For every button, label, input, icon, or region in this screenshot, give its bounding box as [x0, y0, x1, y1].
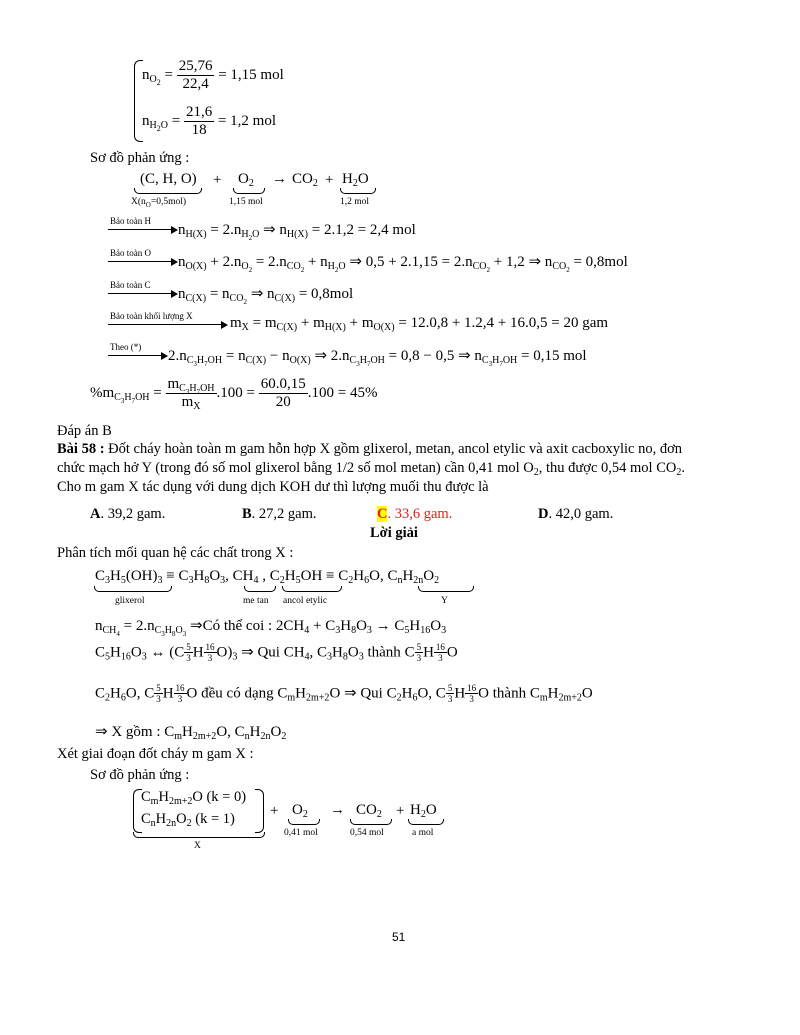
option-a: A. 39,2 gam. [90, 506, 166, 522]
h2o-formula-2: $H_2O$ [410, 802, 437, 820]
step-arrow [108, 261, 176, 262]
step-arrow [108, 229, 176, 230]
label-ancol: ancol etylic [283, 596, 328, 606]
underbrace [282, 586, 342, 592]
co2-formula-2: $CO_2$ [356, 802, 382, 820]
o2-formula: $O_2$ [238, 171, 254, 189]
o2-formula-2: $O_2$ [292, 802, 308, 820]
reactant-x: (C, H, O) [140, 171, 197, 187]
general-form-line: $C_2H_6O$, C $\frac{5}{3}$ H $\frac{16}{3}$ O đều có dạng $C_mH_{2m+2}O$ ⇒ Qui $C_2H_6O$, C $\frac{5}{3}$ H $\frac{16}{3}$ O thành $C_mH_{2m+2}O$ [95, 683, 593, 705]
step-o-equation: $n_{O(X)} + 2.n_{O_2} = 2.n_{CO_2} + n_{H_2O}$ ⇒ $0,5 + 2.1,15 = 2.n_{CO_2} + 1,2$ ⇒ $n_{CO_2} = 0,8mol$ [178, 254, 628, 274]
eq-n-o2: $n_{O_2}$ = $\frac{25,76}{22,4}$ = 1,15 mol [142, 58, 284, 93]
step-h-equation: $n_{H(X)} = 2.n_{H_2O}$ ⇒ $n_{H(X)} = 2.1,2 = 2,4$ mol [178, 222, 416, 242]
option-b: B. 27,2 gam. [242, 506, 317, 522]
label-x: X [194, 841, 201, 851]
relations-line: $C_3H_5(OH)_3 \equiv C_3H_8O_3$, $CH_4$ , $C_2H_5OH \equiv C_2H_6O$, $C_nH_{2n}O_2$ [95, 568, 440, 586]
step-arrow [108, 324, 226, 325]
step-theo-equation: $2.n_{C_3H_7OH} = n_{C(X)} - n_{O(X)}$ ⇒ $2.n_{C_3H_7OH} = 0,8 - 0,5$ ⇒ $n_{C_3H_7OH} = 0,15$ mol [168, 348, 587, 368]
plus-sign: + [213, 172, 222, 188]
percent-equation: $\%m_{C_3H_7OH}$ = $\frac{m_{C_3H_7OH}}{m_X}$ .100 = $\frac{60.0,15}{20}$ .100 = 45% [90, 376, 378, 413]
page-number: 51 [392, 930, 406, 944]
o2-amount: 1,15 mol [229, 197, 263, 207]
step-mass-equation: $m_X = m_{C(X)} + m_{H(X)} + m_{O(X)} = 12.0,8 + 1.2,4 + 16.0,5 = 20$ gam [230, 315, 609, 333]
x-component-1: $C_mH_{2m+2}O$ (k = 0) [141, 789, 247, 807]
underbrace [233, 188, 265, 194]
step-label-o: Bảo toàn O [110, 248, 151, 258]
underbrace [418, 586, 474, 592]
label-glixerol: glixerol [115, 596, 145, 606]
o2-amount-2: 0,41 mol [284, 828, 318, 838]
solution-title: Lời giải [370, 525, 418, 541]
step-label-h: Bảo toàn H [110, 216, 151, 226]
x-component-2: $C_nH_{2n}O_2$ (k = 1) [141, 811, 235, 829]
underbrace [288, 819, 320, 825]
so-do-label: Sơ đồ phản ứng : [90, 150, 190, 166]
plus-sign: + [396, 803, 405, 819]
underbrace [244, 586, 276, 592]
equivalence-line: $C_5H_{16}O_3$ ↔ (C $\frac{5}{3}$ H $\frac{16}{3}$ $O)_3$ ⇒ Qui $CH_4$, $C_3H_8O_3$ thành C $\frac{5}{3}$ H $\frac{16}{3}$ O [95, 642, 458, 664]
plus-sign: + [270, 803, 279, 819]
so-do-label-2: Sơ đồ phản ứng : [90, 767, 190, 783]
h2o-amount-2: a mol [412, 828, 434, 838]
problem-line-2: chức mạch hở Y (trong đó số mol glixerol bằng 1/2 số mol metan) cần 0,41 mol $O_2$, thu được 0,54 mol $CO_2$. [57, 460, 685, 478]
xet-title: Xét giai đoạn đốt cháy m gam X : [57, 746, 254, 762]
step-label-mass: Bảo toàn khối lượng X [110, 311, 193, 321]
arrow: → [330, 802, 345, 818]
underbrace [350, 819, 392, 825]
co2-amount-2: 0,54 mol [350, 828, 384, 838]
step-arrow [108, 293, 176, 294]
underbrace [134, 188, 202, 194]
answer-line: Đáp án B [57, 423, 112, 439]
analysis-title: Phân tích mối quan hệ các chất trong X : [57, 545, 294, 561]
h2o-amount: 1,2 mol [340, 197, 370, 207]
reactant-x-label: $X(n_O=0,5mol)$ [131, 197, 187, 209]
label-metan: me tan [243, 596, 269, 606]
plus-sign: + [325, 172, 334, 188]
underbrace [133, 832, 265, 838]
underbrace [408, 819, 444, 825]
step-label-c: Bảo toàn C [110, 280, 151, 290]
h2o-formula: $H_2O$ [342, 171, 369, 189]
eq-n-h2o: $n_{H_2O}$ = $\frac{21,6}{18}$ = 1,2 mol [142, 104, 276, 139]
step-c-equation: $n_{C(X)} = n_{CO_2}$ ⇒ $n_{C(X)} = 0,8mol$ [178, 286, 354, 306]
step-arrow [108, 355, 166, 356]
option-d: D. 42,0 gam. [538, 506, 614, 522]
problem-line-1: Bài 58 : Đốt cháy hoàn toàn m gam hỗn hợp X gồm glixerol, metan, ancol etylic và axit cacboxylic no, đơn [57, 441, 682, 457]
system-brace [255, 789, 264, 833]
ratio-line: $n_{CH_4} = 2.n_{C_3H_8O_3}$ ⇒Có thể coi : $2CH_4 + C_3H_8O_3 \to C_5H_{16}O_3$ [95, 618, 447, 638]
co2-formula: $CO_2$ [292, 171, 318, 189]
option-c: C. 33,6 gam. [377, 506, 453, 522]
step-label-theo: Theo (*) [110, 342, 142, 352]
arrow: → [272, 171, 287, 187]
label-y: Y [441, 596, 448, 606]
problem-line-3: Cho m gam X tác dụng với dung dịch KOH dư thì lượng muối thu được là [57, 479, 489, 495]
x-composition: ⇒ X gồm : $C_mH_{2m+2}O$, $C_nH_{2n}O_2$ [95, 724, 287, 742]
underbrace [94, 586, 172, 592]
underbrace [340, 188, 376, 194]
